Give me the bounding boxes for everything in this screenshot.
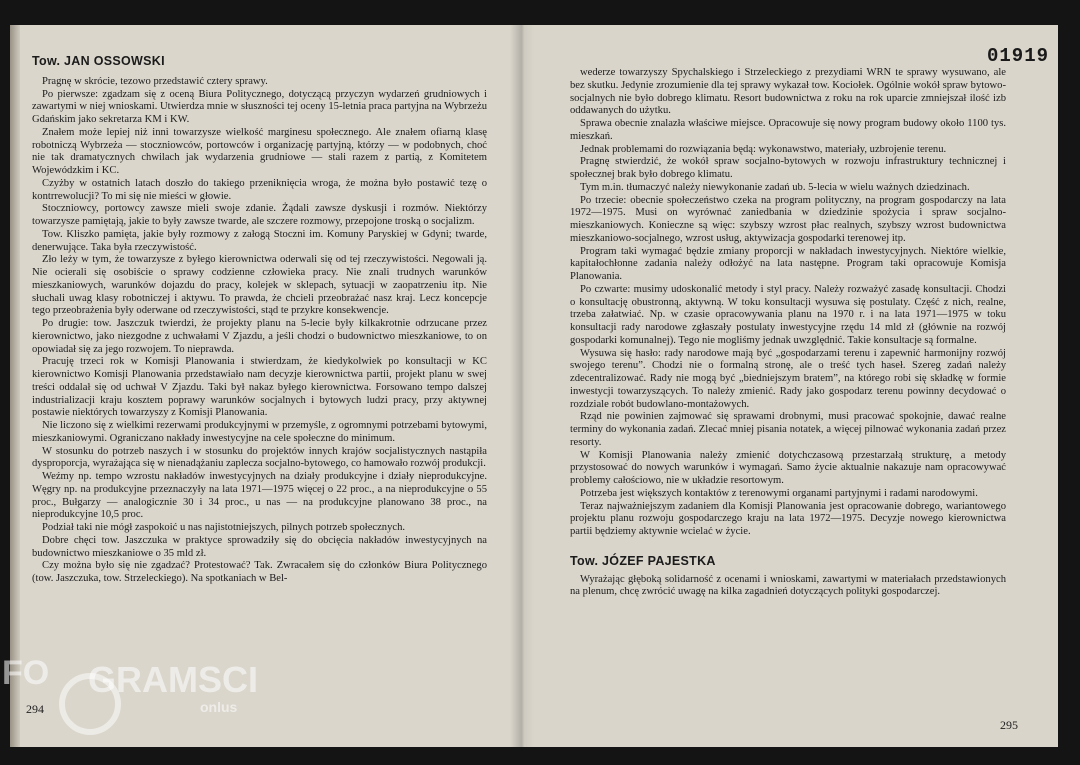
paragraph: Dobre chęci tow. Jaszczuka w praktyce sprowadziły się do obcięcia nakładów inwestycyjnych na budownictwo mieszkaniowe o 35 mld zł. — [32, 534, 487, 559]
paragraph: Po trzecie: obecnie społeczeństwo czeka na program polityczny, na program gospodarczy na lata 1972—1975. Musi on wyrównać zaniedbania w dziedzinie spożycia i spraw socjalno-mieszkaniowych. Konieczne są więc: szybszy wzrost płac realnych, szybszy wzrost budownictwa mieszkaniowo-socjalnego, wzrost usług, aktywizacja gospodarki terenowej itp. — [570, 194, 1006, 244]
paragraph: Weźmy np. tempo wzrostu nakładów inwestycyjnych na działy produkcyjne i działy nieprodukcyjne. Węgry np. na produkcyjne przeznaczyły na lata 1971—1975 więcej o 22 proc., a na nieprodukcyjne o 55 proc., Bułgarzy — analogicznie 30 i 34 proc., u nas — na produkcyjne planowano 38 proc., na nieprodukcyjne 10,5 proc. — [32, 471, 487, 521]
left-page — [10, 25, 522, 747]
page-number-left: 294 — [26, 702, 44, 716]
paragraph: Pragnę w skrócie, tezowo przedstawić cztery sprawy. — [42, 75, 268, 87]
paragraph: Czy można było się nie zgadzać? Protestować? Tak. Zwracałem się do członków Biura Politycznego (tow. Jaszczuka, tow. Strzeleckiego). Na spotkaniach w Bel- — [32, 560, 487, 584]
paragraph: Jednak problemami do rozwiązania będą: wykonawstwo, materiały, uzbrojenie terenu. — [580, 143, 947, 155]
right-paragraphs — [570, 67, 1006, 539]
right-page — [522, 25, 1058, 747]
paragraph: Czyżby w ostatnich latach doszło do takiego przeniknięcia wroga, że można było postawić tezę o kontrrewolucji? To mi się nie mieści w głowie. — [32, 177, 487, 202]
left-paragraphs — [32, 76, 487, 586]
paragraph: Po czwarte: musimy udoskonalić metody i styl pracy. Należy rozważyć zasadę konsultacji. Chodzi o konsultację obustronną, aktywną. W toku konsultacji wysuwa się postulaty. Część z nich, realne, trzeba załatwiać. Np. w czasie opracowywania planu na 1970 r. i na lata 1971—1975 w toku konsultacji rady narodowe zgłaszały postulaty inwestycyjne rzędu 14 mld zł (głównie na rozwój gospodarki komunalnej). Tego nie mogliśmy jednak uwzględnić. Takie konsultacje są formalne. — [570, 283, 1006, 346]
document-number: 01919 — [987, 45, 1050, 67]
gramsci-watermark — [0, 642, 300, 752]
watermark-suffix: onlus — [200, 699, 238, 715]
paragraph: Wysuwa się hasło: rady narodowe mają być „gospodarzami terenu i zapewnić harmonijny rozwój swojego terenu”. Chodzi nie o formalną stronę, ale o treść tych haseł. Szereg zadań należy zdecentralizować. Rady nie mogą być „biedniejszym bratem”, na którego robi się składkę w formie inwestycji towarzyszących. To należy zmienić. Rady jako gospodarz terenu powinny decydować o rozdziale robót budowlano-montażowych. — [570, 347, 1006, 410]
paragraph: W Komisji Planowania należy zmienić dotychczasową przestarzałą strukturę, a metody przystosować do nowych warunków i wymagań. Samo życie aktualnie nakazuje nam opracowywać problemy całościowo, nie w układzie resortowym. — [570, 449, 1006, 486]
paragraph: Sprawa obecnie znalazła właściwe miejsce. Opracowuje się nowy program budowy około 1100 tys. mieszkań. — [570, 118, 1006, 142]
paragraph: Nie liczono się z wielkimi rezerwami produkcyjnymi w przemyśle, z ogromnymi potrzebami bytowymi, mieszkaniowymi. Ograniczano nakłady inwestycyjne na cele społeczne do minimum. — [32, 420, 487, 444]
paragraph: Teraz najważniejszym zadaniem dla Komisji Planowania jest opracowanie dobrego, wariantowego projektu planu rozwoju gospodarczego kraju na lata 1972—1975. Decyzje nowego kierownictwa partii będziemy aktywnie wcielać w życie. — [570, 500, 1006, 537]
paragraph: Program taki wymagać będzie zmiany proporcji w nakładach inwestycyjnych. Niektóre wielkie, kapitałochłonne zadania należy odłożyć na lata następne. Program taki opracowuje Komisja Planowania. — [570, 245, 1006, 282]
paragraph: Tow. Kliszko pamięta, jakie były rozmowy z załogą Stoczni im. Komuny Paryskiej w Gdyni; twarde, denerwujące. Taka była rzeczywistość. — [32, 228, 487, 253]
paragraph: Wyrażając głęboką solidarność z ocenami i wnioskami, zawartymi w materiałach przedstawionych na plenum, chcę zwrócić uwagę na kilka zagadnień dotyczących polityki gospodarczej. — [570, 573, 1006, 598]
paragraph: Tym m.in. tłumaczyć należy niewykonanie zadań ub. 5-lecia w wielu ważnych dziedzinach. — [580, 181, 970, 193]
paragraph: Pragnę stwierdzić, że wokół spraw socjalno-bytowych w rozwoju infrastruktury technicznej i społecznej brak było dobrego klimatu. — [570, 156, 1006, 180]
paragraph: Znałem może lepiej niż inni towarzysze wielkość marginesu społecznego. Ale znałem ofiarną klasę robotniczą Wybrzeża — stoczniowców, portowców i organizację partyjną, którzy — w podobnych, choć nie tak dramatycznych chwilach jak wydarzenia grudniowe — stali razem z partią, z Komitetem Wojewódzkim i KC. — [32, 126, 487, 176]
left-page-text — [32, 55, 487, 586]
paragraph: Potrzeba jest większych kontaktów z terenowymi organami partyjnymi i radami narodowymi. — [580, 487, 978, 499]
right-paragraphs-2 — [570, 574, 1006, 600]
page-number-right: 295 — [1000, 718, 1018, 732]
paragraph: Rząd nie powinien zajmować się sprawami drobnymi, musi pracować spokojnie, dawać realne terminy do wykonania zadań. Zlecać mniej pisania notatek, a więcej pilnować wykonania zadań przez resorty. — [570, 411, 1006, 448]
paragraph: Zło leży w tym, że towarzysze z byłego kierownictwa oderwali się od tej rzeczywistości. Negowali ją. Nie ocierali się osobiście o sprawy codzienne człowieka pracy. Nie znali trudnych warunków mieszkaniowych, warunków dojazdu do pracy, kolejek w sklepach, sytuacji w zaopatrzeniu itp. Nie słuchali uwag klasy robotniczej i aktywu. To prawda, że chcieli przeobrażać nasz kraj. Lecz koncepcje tego przeobrażenia były oderwane od rzeczywistości, stąd te przykre konsekwencje. — [32, 254, 487, 317]
book-spine — [510, 25, 534, 747]
page-edge — [10, 25, 20, 747]
paragraph: Pracuję trzeci rok w Komisji Planowania i stwierdzam, że kiedykolwiek po konsultacji w KC kierownictwo Komisji Planowania przedstawiało nam decyzje kierownictwa partii, projekt planu w swej treści oddalał się od uchwał V Zjazdu. Taki był nakaz byłego kierownictwa. Forsowano tempo dalszej industrializacji kraju kosztem poprawy warunków socjalnych i bytowych ludzi pracy, przy aktywnej postawie niektórych towarzyszy z Komisji Planowania. — [32, 356, 487, 419]
watermark-main: GRAMSCI — [88, 659, 258, 700]
right-page-text — [570, 67, 1006, 599]
paragraph: W stosunku do potrzeb naszych i w stosunku do projektów innych krajów socjalistycznych nastąpiła dysproporcja, wyrażająca się w nienadążaniu zaplecza socjalno-bytowego, co hamowało rozwój produkcji. — [32, 445, 487, 470]
paragraph: Podział taki nie mógł zaspokoić u nas najistotniejszych, pilnych potrzeb społecznych. — [42, 522, 406, 533]
paragraph: Po pierwsze: zgadzam się z oceną Biura Politycznego, dotyczącą przyczyn wydarzeń grudniowych i zawartymi w niej wnioskami. Utwierdza mnie w słuszności tej oceny 15-letnia praca partyjna na Wybrzeżu Gdańskim jako sekretarza KM i KW. — [32, 88, 487, 125]
watermark-prefix: FO — [2, 654, 50, 692]
open-book — [10, 25, 1058, 747]
speaker-heading: Tow. JAN OSSOWSKI — [32, 54, 165, 68]
paragraph: Po drugie: tow. Jaszczuk twierdzi, że projekty planu na 5-lecie były kilkakrotnie odrzucane przez kierownictwo, jako niezgodne z uchwałami V Zjazdu, a jeśli chodzi o budownictwo mieszkaniowe, to on opowiadał się za jego rozwojem. To nieprawda. — [32, 318, 487, 355]
speaker-heading-2: Tow. JÓZEF PAJESTKA — [570, 553, 716, 568]
paragraph: Stoczniowcy, portowcy zawsze mieli swoje zdanie. Żądali zawsze dyskusji i rozmów. Niektórzy towarzysze pamiętają, jakie to były zawsze twarde, ale szczere rozmowy, przepojone troską o socjalizm. — [32, 203, 487, 227]
paragraph: wederze towarzyszy Spychalskiego i Strzeleckiego z prezydiami WRN te sprawy wysuwano, ale bez skutku. Jedynie zrozumienie dla tej sprawy wykazał tow. Kociołek. Ogólnie wokół spraw bytowo-socjalnych nie było dobrego klimatu. Resort budownictwa z roku na rok uparcie zmniejszał ilość izb oddawanych do użytku. — [570, 67, 1006, 117]
